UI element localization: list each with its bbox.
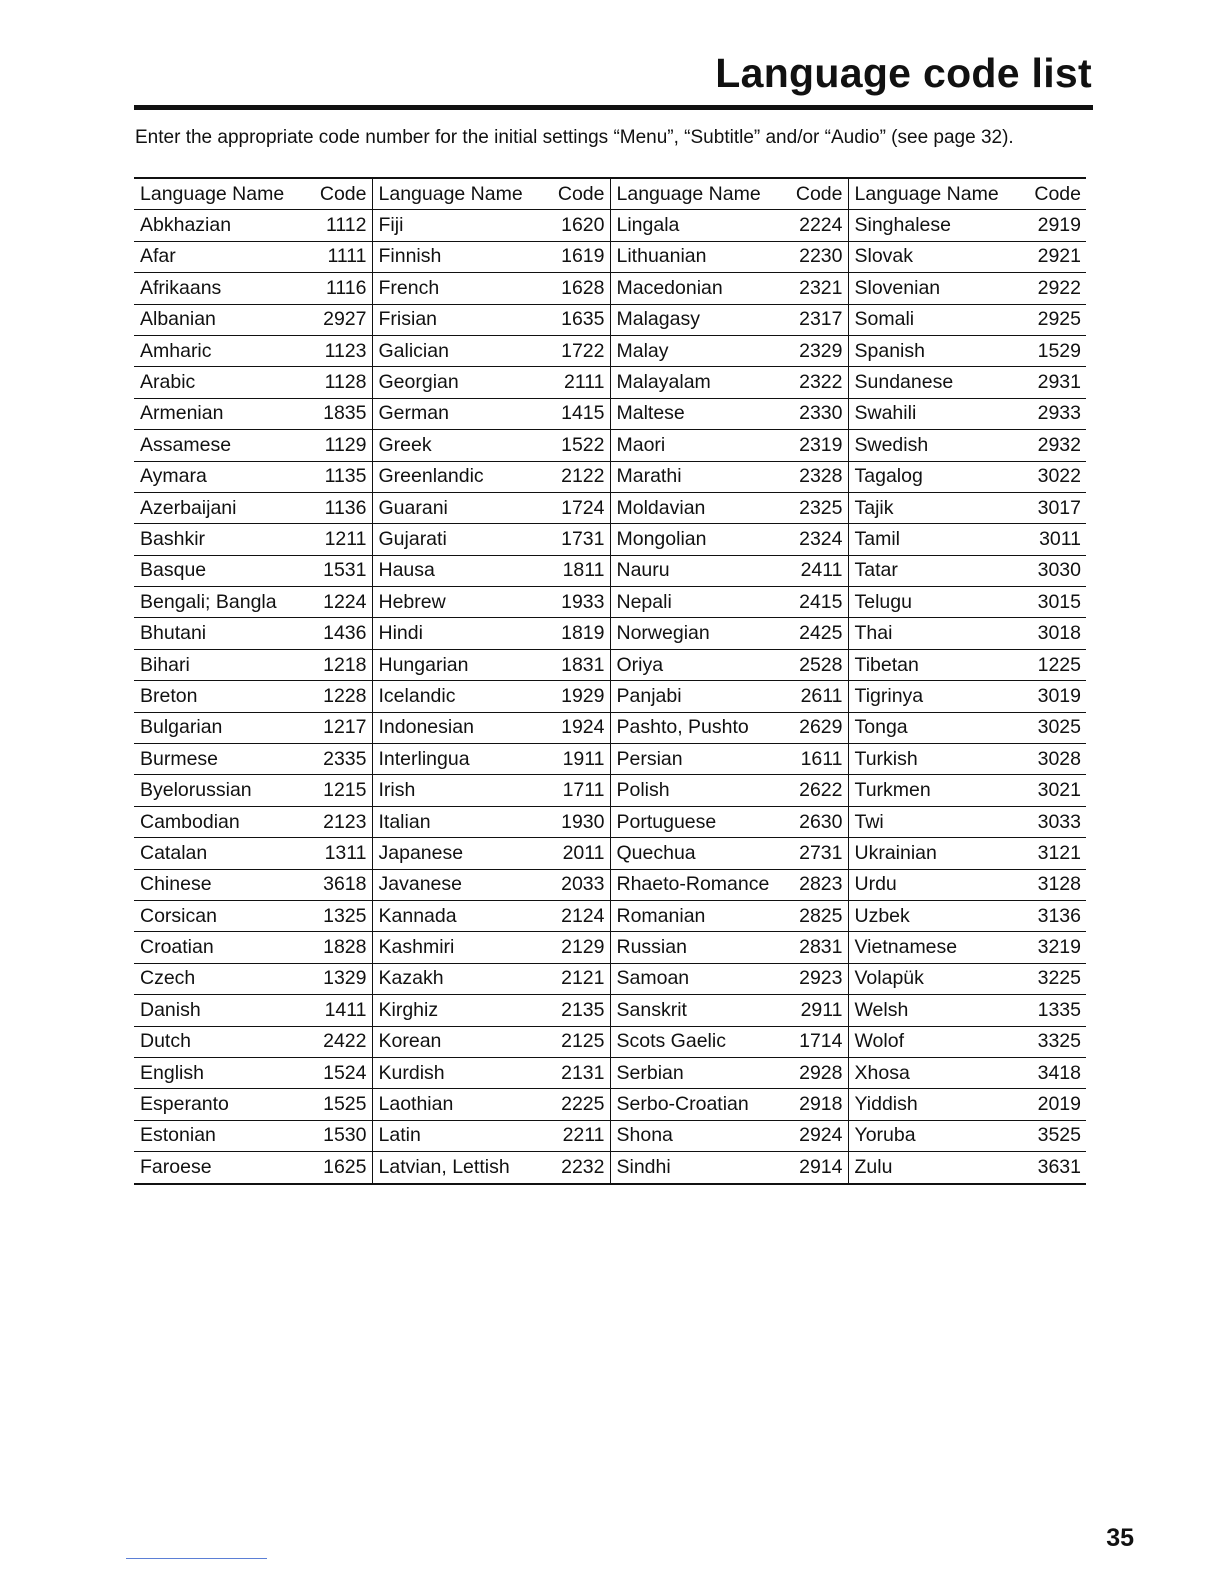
language-name-cell: Estonian [134, 1120, 304, 1151]
language-code-cell: 1129 [304, 430, 372, 461]
table-row [134, 869, 1086, 900]
language-code-cell: 3017 [1018, 492, 1086, 523]
language-name-cell: Guarani [372, 492, 542, 523]
language-code-cell: 2630 [780, 806, 848, 837]
language-code-cell: 2831 [780, 932, 848, 963]
language-code-cell: 1123 [304, 335, 372, 366]
language-name-cell: Tigrinya [848, 681, 1018, 712]
language-name-cell: Oriya [610, 649, 780, 680]
language-name-cell: Bihari [134, 649, 304, 680]
table-row [134, 555, 1086, 586]
language-name-cell: Catalan [134, 838, 304, 869]
language-name-cell: Arabic [134, 367, 304, 398]
language-name-cell: Hausa [372, 555, 542, 586]
language-code-cell: 2122 [542, 461, 610, 492]
header-code: Code [780, 178, 848, 210]
language-name-cell: Chinese [134, 869, 304, 900]
language-name-cell: Afar [134, 241, 304, 272]
language-code-cell: 2033 [542, 869, 610, 900]
language-name-cell: Laothian [372, 1089, 542, 1120]
language-name-cell: Danish [134, 995, 304, 1026]
language-code-cell: 2921 [1018, 241, 1086, 272]
language-code-cell: 1225 [1018, 649, 1086, 680]
language-code-cell: 3030 [1018, 555, 1086, 586]
language-code-cell: 3021 [1018, 775, 1086, 806]
language-name-cell: Scots Gaelic [610, 1026, 780, 1057]
language-name-cell: Welsh [848, 995, 1018, 1026]
table-row [134, 806, 1086, 837]
language-name-cell: Ukrainian [848, 838, 1018, 869]
language-code-cell: 1635 [542, 304, 610, 335]
language-name-cell: Abkhazian [134, 210, 304, 241]
language-name-cell: Tatar [848, 555, 1018, 586]
language-code-cell: 2924 [780, 1120, 848, 1151]
language-name-cell: Wolof [848, 1026, 1018, 1057]
table-row [134, 210, 1086, 241]
language-code-cell: 1929 [542, 681, 610, 712]
header-code: Code [542, 178, 610, 210]
language-name-cell: Spanish [848, 335, 1018, 366]
language-name-cell: Turkmen [848, 775, 1018, 806]
language-code-cell: 2335 [304, 744, 372, 775]
language-code-cell: 1311 [304, 838, 372, 869]
language-code-cell: 1111 [304, 241, 372, 272]
language-code-cell: 2528 [780, 649, 848, 680]
language-code-cell: 2931 [1018, 367, 1086, 398]
table-row [134, 241, 1086, 272]
language-code-cell: 3525 [1018, 1120, 1086, 1151]
language-name-cell: Lithuanian [610, 241, 780, 272]
language-code-cell: 2933 [1018, 398, 1086, 429]
table-row [134, 775, 1086, 806]
language-name-cell: Thai [848, 618, 1018, 649]
language-name-cell: Portuguese [610, 806, 780, 837]
language-name-cell: Assamese [134, 430, 304, 461]
language-code-cell: 1524 [304, 1057, 372, 1088]
language-name-cell: Corsican [134, 900, 304, 931]
language-code-cell: 1411 [304, 995, 372, 1026]
language-name-cell: Amharic [134, 335, 304, 366]
language-code-cell: 2123 [304, 806, 372, 837]
language-name-cell: Sindhi [610, 1152, 780, 1184]
table-row [134, 430, 1086, 461]
language-code-cell: 2415 [780, 587, 848, 618]
table-row [134, 995, 1086, 1026]
table-row [134, 398, 1086, 429]
table-row [134, 1152, 1086, 1184]
language-name-cell: Panjabi [610, 681, 780, 712]
language-code-cell: 1217 [304, 712, 372, 743]
table-row [134, 838, 1086, 869]
language-name-cell: Slovak [848, 241, 1018, 272]
language-code-cell: 2928 [780, 1057, 848, 1088]
language-code-cell: 1215 [304, 775, 372, 806]
language-name-cell: Maori [610, 430, 780, 461]
language-name-cell: Tajik [848, 492, 1018, 523]
language-code-cell: 2324 [780, 524, 848, 555]
language-name-cell: Kirghiz [372, 995, 542, 1026]
language-code-cell: 1218 [304, 649, 372, 680]
language-code-cell: 2918 [780, 1089, 848, 1120]
language-code-cell: 1116 [304, 273, 372, 304]
language-name-cell: Macedonian [610, 273, 780, 304]
language-code-cell: 1522 [542, 430, 610, 461]
intro-text: Enter the appropriate code number for the initial settings “Menu”, “Subtitle” and/or “Audio” (see page 32). [135, 127, 1014, 148]
language-name-cell: Polish [610, 775, 780, 806]
language-code-cell: 2225 [542, 1089, 610, 1120]
language-code-cell: 3136 [1018, 900, 1086, 931]
table-row [134, 492, 1086, 523]
language-name-cell: Finnish [372, 241, 542, 272]
language-name-cell: Byelorussian [134, 775, 304, 806]
language-code-cell: 3631 [1018, 1152, 1086, 1184]
language-code-cell: 2923 [780, 963, 848, 994]
language-code-cell: 2823 [780, 869, 848, 900]
language-name-cell: Uzbek [848, 900, 1018, 931]
language-name-cell: Moldavian [610, 492, 780, 523]
header-code: Code [304, 178, 372, 210]
language-code-cell: 1329 [304, 963, 372, 994]
language-code-table [134, 177, 1086, 1185]
table-row [134, 367, 1086, 398]
language-name-cell: English [134, 1057, 304, 1088]
language-code-cell: 1835 [304, 398, 372, 429]
language-code-cell: 2011 [542, 838, 610, 869]
page-number: 35 [1106, 1524, 1134, 1552]
language-name-cell: Latin [372, 1120, 542, 1151]
language-code-cell: 1924 [542, 712, 610, 743]
language-name-cell: Breton [134, 681, 304, 712]
language-code-cell: 1335 [1018, 995, 1086, 1026]
language-code-cell: 1731 [542, 524, 610, 555]
language-name-cell: Tibetan [848, 649, 1018, 680]
language-code-cell: 2111 [542, 367, 610, 398]
table-row [134, 618, 1086, 649]
language-code-cell: 1930 [542, 806, 610, 837]
language-code-cell: 1628 [542, 273, 610, 304]
language-name-cell: Galician [372, 335, 542, 366]
table-row [134, 304, 1086, 335]
language-code-cell: 1911 [542, 744, 610, 775]
language-name-cell: Afrikaans [134, 273, 304, 304]
language-code-cell: 2425 [780, 618, 848, 649]
language-code-cell: 3225 [1018, 963, 1086, 994]
header-language-name: Language Name [134, 178, 304, 210]
language-code-cell: 2927 [304, 304, 372, 335]
language-name-cell: Tonga [848, 712, 1018, 743]
language-code-cell: 2919 [1018, 210, 1086, 241]
language-code-cell: 2135 [542, 995, 610, 1026]
language-name-cell: Javanese [372, 869, 542, 900]
language-name-cell: Marathi [610, 461, 780, 492]
title-rule [134, 105, 1093, 110]
language-code-cell: 2124 [542, 900, 610, 931]
language-code-cell: 2925 [1018, 304, 1086, 335]
language-name-cell: Persian [610, 744, 780, 775]
language-name-cell: Kashmiri [372, 932, 542, 963]
language-name-cell: Georgian [372, 367, 542, 398]
language-name-cell: Kurdish [372, 1057, 542, 1088]
language-code-cell: 2319 [780, 430, 848, 461]
language-code-cell: 1525 [304, 1089, 372, 1120]
language-name-cell: Sundanese [848, 367, 1018, 398]
table-row [134, 587, 1086, 618]
language-name-cell: Tagalog [848, 461, 1018, 492]
language-code-cell: 1436 [304, 618, 372, 649]
language-code-cell: 2422 [304, 1026, 372, 1057]
language-code-cell: 2211 [542, 1120, 610, 1151]
header-language-name: Language Name [372, 178, 542, 210]
language-name-cell: Malay [610, 335, 780, 366]
language-name-cell: Somali [848, 304, 1018, 335]
language-name-cell: Korean [372, 1026, 542, 1057]
language-name-cell: Mongolian [610, 524, 780, 555]
language-name-cell: Swahili [848, 398, 1018, 429]
language-name-cell: Azerbaijani [134, 492, 304, 523]
language-code-cell: 2121 [542, 963, 610, 994]
table-row [134, 681, 1086, 712]
language-name-cell: Greek [372, 430, 542, 461]
table-row [134, 273, 1086, 304]
language-code-cell: 3018 [1018, 618, 1086, 649]
language-name-cell: Xhosa [848, 1057, 1018, 1088]
language-name-cell: Slovenian [848, 273, 1018, 304]
language-name-cell: Yoruba [848, 1120, 1018, 1151]
language-code-cell: 2411 [780, 555, 848, 586]
language-name-cell: Singhalese [848, 210, 1018, 241]
language-name-cell: Nauru [610, 555, 780, 586]
table-row [134, 1089, 1086, 1120]
language-name-cell: Lingala [610, 210, 780, 241]
language-name-cell: Interlingua [372, 744, 542, 775]
language-code-cell: 2330 [780, 398, 848, 429]
language-code-cell: 1819 [542, 618, 610, 649]
language-name-cell: Turkish [848, 744, 1018, 775]
language-name-cell: Aymara [134, 461, 304, 492]
language-name-cell: Bhutani [134, 618, 304, 649]
language-code-cell: 1722 [542, 335, 610, 366]
language-code-cell: 3028 [1018, 744, 1086, 775]
table-row [134, 712, 1086, 743]
table-row [134, 649, 1086, 680]
language-name-cell: Fiji [372, 210, 542, 241]
table-row [134, 335, 1086, 366]
language-name-cell: Latvian, Lettish [372, 1152, 542, 1184]
language-code-cell: 2321 [780, 273, 848, 304]
language-name-cell: Bashkir [134, 524, 304, 555]
language-name-cell: Greenlandic [372, 461, 542, 492]
language-name-cell: Tamil [848, 524, 1018, 555]
language-name-cell: Gujarati [372, 524, 542, 555]
language-code-cell: 3121 [1018, 838, 1086, 869]
language-code-cell: 2922 [1018, 273, 1086, 304]
language-code-cell: 2911 [780, 995, 848, 1026]
language-code-cell: 1529 [1018, 335, 1086, 366]
language-name-cell: Irish [372, 775, 542, 806]
language-name-cell: Yiddish [848, 1089, 1018, 1120]
language-name-cell: Rhaeto-Romance [610, 869, 780, 900]
language-code-cell: 2932 [1018, 430, 1086, 461]
header-code: Code [1018, 178, 1086, 210]
language-code-cell: 1811 [542, 555, 610, 586]
language-code-cell: 2622 [780, 775, 848, 806]
language-code-cell: 3219 [1018, 932, 1086, 963]
header-language-name: Language Name [848, 178, 1018, 210]
language-name-cell: Maltese [610, 398, 780, 429]
table-row [134, 461, 1086, 492]
language-name-cell: Faroese [134, 1152, 304, 1184]
language-code-cell: 2328 [780, 461, 848, 492]
table-row [134, 1120, 1086, 1151]
language-code-cell: 1228 [304, 681, 372, 712]
language-name-cell: French [372, 273, 542, 304]
language-name-cell: Shona [610, 1120, 780, 1151]
language-code-cell: 2322 [780, 367, 848, 398]
language-name-cell: Samoan [610, 963, 780, 994]
language-name-cell: Italian [372, 806, 542, 837]
language-code-cell: 1136 [304, 492, 372, 523]
language-code-cell: 1828 [304, 932, 372, 963]
language-name-cell: Malayalam [610, 367, 780, 398]
language-name-cell: Frisian [372, 304, 542, 335]
language-name-cell: Albanian [134, 304, 304, 335]
language-code-cell: 2224 [780, 210, 848, 241]
language-name-cell: Zulu [848, 1152, 1018, 1184]
language-name-cell: Malagasy [610, 304, 780, 335]
language-code-cell: 3128 [1018, 869, 1086, 900]
language-code-cell: 2731 [780, 838, 848, 869]
language-code-cell: 1112 [304, 210, 372, 241]
language-code-cell: 1611 [780, 744, 848, 775]
language-code-cell: 1933 [542, 587, 610, 618]
language-name-cell: Romanian [610, 900, 780, 931]
language-code-cell: 2611 [780, 681, 848, 712]
language-name-cell: Bulgarian [134, 712, 304, 743]
language-name-cell: Urdu [848, 869, 1018, 900]
language-name-cell: Sanskrit [610, 995, 780, 1026]
language-name-cell: Twi [848, 806, 1018, 837]
table-row [134, 1057, 1086, 1088]
language-name-cell: Croatian [134, 932, 304, 963]
header-language-name: Language Name [610, 178, 780, 210]
language-name-cell: Norwegian [610, 618, 780, 649]
language-name-cell: Serbo-Croatian [610, 1089, 780, 1120]
language-name-cell: Cambodian [134, 806, 304, 837]
language-code-cell: 3618 [304, 869, 372, 900]
language-name-cell: Nepali [610, 587, 780, 618]
language-name-cell: Burmese [134, 744, 304, 775]
language-name-cell: Czech [134, 963, 304, 994]
language-name-cell: Armenian [134, 398, 304, 429]
language-name-cell: Hindi [372, 618, 542, 649]
language-name-cell: Hebrew [372, 587, 542, 618]
language-code-cell: 1531 [304, 555, 372, 586]
language-name-cell: Indonesian [372, 712, 542, 743]
table-header-row [134, 178, 1086, 210]
language-name-cell: Hungarian [372, 649, 542, 680]
language-code-cell: 3025 [1018, 712, 1086, 743]
language-name-cell: Basque [134, 555, 304, 586]
language-code-cell: 1711 [542, 775, 610, 806]
language-code-cell: 2129 [542, 932, 610, 963]
language-name-cell: Quechua [610, 838, 780, 869]
language-code-cell: 3418 [1018, 1057, 1086, 1088]
table-body [134, 210, 1086, 1184]
language-name-cell: Kannada [372, 900, 542, 931]
language-code-cell: 2914 [780, 1152, 848, 1184]
table-row [134, 963, 1086, 994]
language-code-cell: 3325 [1018, 1026, 1086, 1057]
language-code-cell: 2131 [542, 1057, 610, 1088]
footer-link-line [126, 1558, 267, 1559]
language-code-cell: 2825 [780, 900, 848, 931]
language-code-cell: 1714 [780, 1026, 848, 1057]
language-code-cell: 3033 [1018, 806, 1086, 837]
language-name-cell: Swedish [848, 430, 1018, 461]
language-name-cell: Esperanto [134, 1089, 304, 1120]
language-name-cell: Dutch [134, 1026, 304, 1057]
table-row [134, 744, 1086, 775]
language-code-cell: 1831 [542, 649, 610, 680]
language-code-cell: 2230 [780, 241, 848, 272]
language-code-cell: 2232 [542, 1152, 610, 1184]
language-code-cell: 1619 [542, 241, 610, 272]
language-name-cell: Bengali; Bangla [134, 587, 304, 618]
language-name-cell: Japanese [372, 838, 542, 869]
language-code-cell: 3015 [1018, 587, 1086, 618]
language-code-cell: 1625 [304, 1152, 372, 1184]
language-code-cell: 1415 [542, 398, 610, 429]
language-name-cell: Volapük [848, 963, 1018, 994]
language-code-cell: 3011 [1018, 524, 1086, 555]
language-code-cell: 1620 [542, 210, 610, 241]
language-code-cell: 1211 [304, 524, 372, 555]
language-name-cell: Telugu [848, 587, 1018, 618]
language-code-cell: 1128 [304, 367, 372, 398]
language-code-cell: 2329 [780, 335, 848, 366]
language-code-cell: 1325 [304, 900, 372, 931]
language-code-cell: 3022 [1018, 461, 1086, 492]
language-code-cell: 1224 [304, 587, 372, 618]
language-code-cell: 2325 [780, 492, 848, 523]
table-row [134, 932, 1086, 963]
language-code-cell: 2019 [1018, 1089, 1086, 1120]
table-row [134, 524, 1086, 555]
language-name-cell: Vietnamese [848, 932, 1018, 963]
language-name-cell: Kazakh [372, 963, 542, 994]
language-name-cell: Icelandic [372, 681, 542, 712]
page-title: Language code list [715, 50, 1092, 96]
language-name-cell: Russian [610, 932, 780, 963]
language-code-cell: 1135 [304, 461, 372, 492]
table-row [134, 900, 1086, 931]
language-name-cell: Pashto, Pushto [610, 712, 780, 743]
language-code-cell: 2629 [780, 712, 848, 743]
language-code-cell: 3019 [1018, 681, 1086, 712]
table-row [134, 1026, 1086, 1057]
language-code-cell: 2317 [780, 304, 848, 335]
language-code-cell: 1530 [304, 1120, 372, 1151]
language-name-cell: Serbian [610, 1057, 780, 1088]
language-code-cell: 1724 [542, 492, 610, 523]
language-code-cell: 2125 [542, 1026, 610, 1057]
language-name-cell: German [372, 398, 542, 429]
